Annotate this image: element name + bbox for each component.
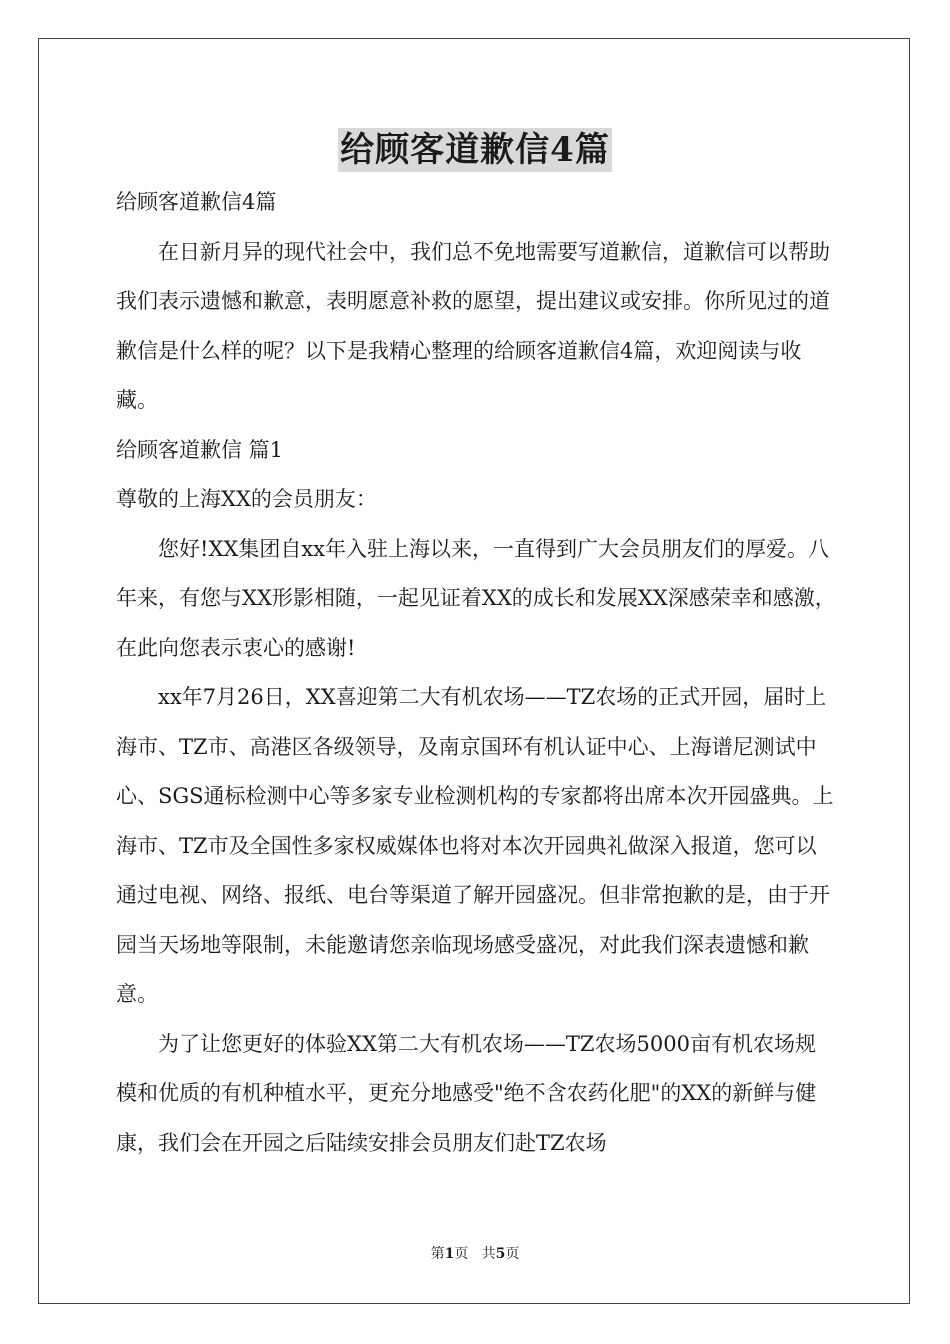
document-body: [116, 178, 836, 1168]
title-container: [0, 128, 950, 172]
paragraph: xx年7月26日，XX喜迎第二大有机农场——TZ农场的正式开园，届时上海市、TZ市、高港区各级领导，及南京国环有机认证中心、上海谱尼测试中心、SGS通标检测中心等多家专业检测机构的专家都将出席本次开园盛典。上海市、TZ市及全国性多家权威媒体也将对本次开园典礼做深入报道，您可以通过电视、网络、报纸、电台等渠道了解开园盛况。但非常抱歉的是，由于开园当天场地等限制，未能邀请您亲临现场感受盛况，对此我们深表遗憾和歉意。: [116, 685, 834, 1006]
salutation: 尊敬的上海XX的会员朋友：: [116, 487, 377, 511]
page-prefix: 第: [430, 1246, 445, 1262]
document-title: 给顾客道歉信4篇: [340, 130, 610, 170]
page-suffix: 页: [454, 1246, 469, 1262]
paragraph: 您好!XX集团自xx年入驻上海以来，一直得到广大会员朋友们的厚爱。八年来，有您与XX形影相随，一起见证着XX的成长和发展XX深感荣幸和感激，在此向您表示衷心的感谢!: [116, 536, 836, 660]
page-total: 5: [495, 1246, 506, 1262]
paragraph: 给顾客道歉信4篇: [116, 190, 277, 214]
section-heading: 给顾客道歉信 篇1: [116, 437, 284, 462]
page-footer: [0, 1244, 950, 1264]
total-suffix: 页: [505, 1246, 520, 1262]
paragraph: 为了让您更好的体验XX第二大有机农场——TZ农场5000亩有机农场规模和优质的有机种植水平，更充分地感受"绝不含农药化肥"的XX的新鲜与健康，我们会在开园之后陆续安排会员朋友们赴TZ农场: [116, 1031, 817, 1155]
page-current: 1: [444, 1246, 455, 1262]
total-prefix: 共: [481, 1246, 496, 1262]
paragraph: 在日新月异的现代社会中，我们总不免地需要写道歉信，道歉信可以帮助我们表示遗憾和歉意，表明愿意补救的愿望，提出建议或安排。你所见过的道歉信是什么样的呢？以下是我精心整理的给顾客道歉信4篇，欢迎阅读与收藏。: [116, 239, 830, 412]
